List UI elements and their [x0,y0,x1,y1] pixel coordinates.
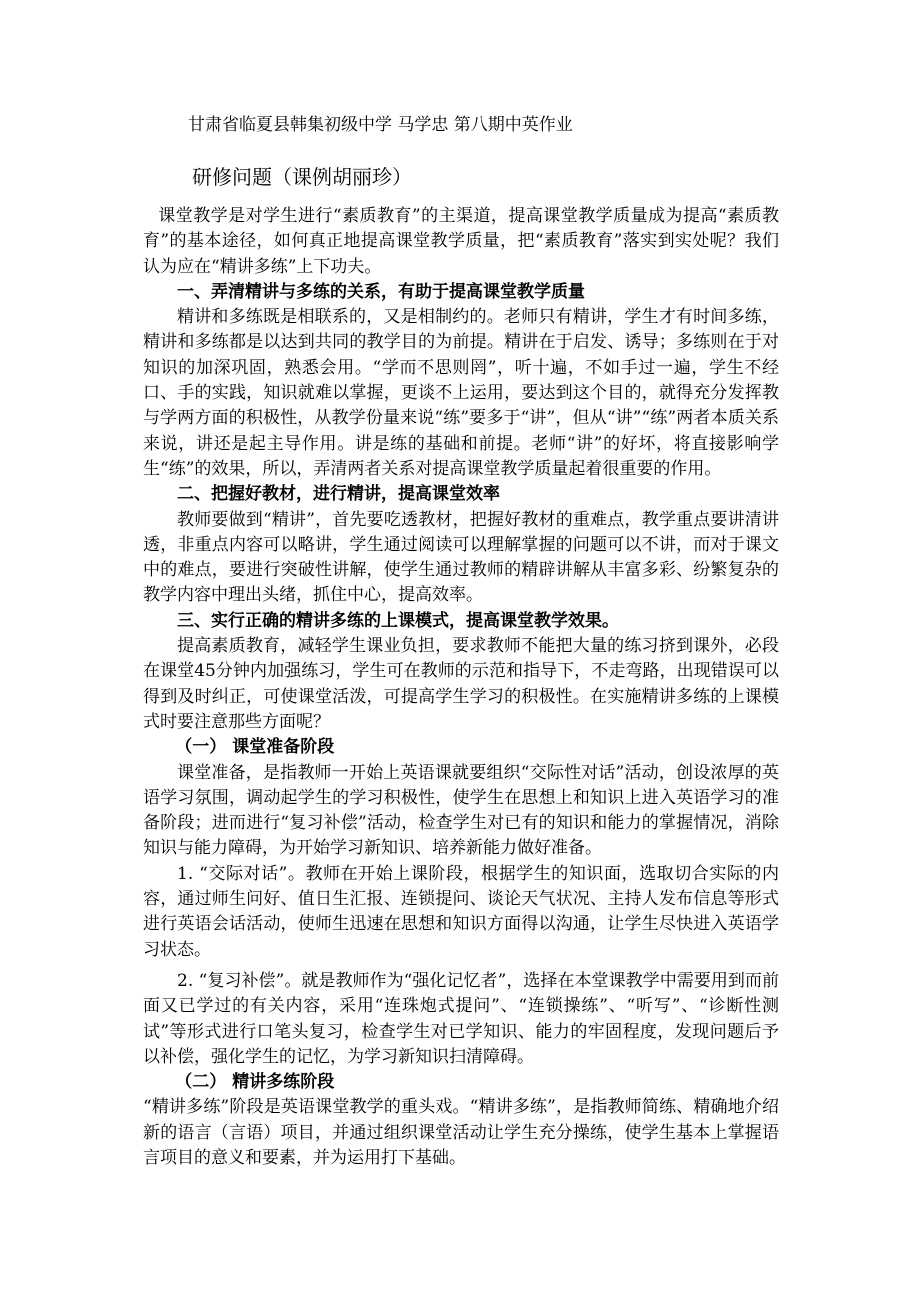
paragraph-5: 1. “交际对话”。教师在开始上课阶段，根据学生的知识面，选取切合实际的内容，通过师生问好、值日生汇报、连锁提问、谈论天气状况、主持人发布信息等形式进行英语会话活动，使师生迅速在思想和知识方面得以沟通，让学生尽快进入英语学习状态。 [143,863,779,960]
paragraph-3: 提高素质教育，减轻学生课业负担，要求教师不能把大量的练习挤到课外，必段在课堂45分钟内加强练习，学生可在教师的示范和指导下，不走弯路，出现错误可以得到及时纠正，可使课堂活泼，可提高学生学习的积极性。在实施精讲多练的上课模式时要注意那些方面呢？ [143,636,779,732]
paragraph-1: 精讲和多练既是相联系的，又是相制约的。老师只有精讲，学生才有时间多练，精讲和多练都是以达到共同的教学目的为前提。精讲在于启发、诱导；多练则在于对知识的加深巩固，熟悉会用。“学而不思则罔”，听十遍，不如手过一遍，学生不经口、手的实践，知识就难以掌握，更谈不上运用，要达到这个目的，就得充分发挥教与学两方面的积极性，从教学份量来说“练”要多于“讲”，但从“讲”“练”两者本质关系来说，讲还是起主导作用。讲是练的基础和前提。老师“讲”的好坏，将直接影响学生“练”的效果，所以，弄清两者关系对提高课堂教学质量起着很重要的作用。 [143,307,779,479]
document-body [143,204,779,1171]
document-header: 甘肃省临夏县韩集初级中学 马学忠 第八期中英作业 [188,115,573,135]
subsection-heading-2: （二） 精讲多练阶段 [175,1072,335,1093]
document-subtitle: 研修问题（课例胡丽珍） [192,165,412,189]
paragraph-4: 课堂准备，是指教师一开始上英语课就要组织“交际性对话”活动，创设浓厚的英语学习氛围，调动起学生的学习积极性，使学生在思想上和知识上进入英语学习的准备阶段；进而进行“复习补偿”活动，检查学生对已有的知识和能力的掌握情况，消除知识与能力障碍，为开始学习新知识、培养新能力做好准备。 [143,762,779,859]
paragraph-2: 教师要做到“精讲”，首先要吃透教材，把握好教材的重难点，教学重点要讲清讲透，非重点内容可以略讲，学生通过阅读可以理解掌握的问题可以不讲，而对于课文中的难点，要进行突破性讲解，使学生通过教师的精辟讲解从丰富多彩、纷繁复杂的教学内容中理出头绪，抓住中心，提高效率。 [143,509,779,606]
section-heading-1: 一、弄清精讲与多练的关系，有助于提高课堂教学质量 [177,281,585,302]
section-heading-3: 三、实行正确的精讲多练的上课模式，提高课堂教学效果。 [177,610,619,631]
section-heading-2: 二、把握好教材，进行精讲，提高课堂效率 [177,484,500,505]
intro-paragraph: 课堂教学是对学生进行“素质教育”的主渠道，提高课堂教学质量成为提高“素质教育”的基本途径，如何真正地提高课堂教学质量，把“素质教育”落实到实处呢？我们认为应在“精讲多练”上下功夫。 [143,206,779,277]
paragraph-7: “精讲多练”阶段是英语课堂教学的重头戏。“精讲多练”，是指教师简练、精确地介绍新的语言（言语）项目，并通过组织课堂活动让学生充分操练，使学生基本上掌握语言项目的意义和要素，并为运用打下基础。 [143,1097,779,1168]
paragraph-6: 2. “复习补偿”。就是教师作为“强化记忆者”，选择在本堂课教学中需要用到而前面又已学过的有关内容，采用“连珠炮式提问”、“连锁操练”、“听写”、“诊断性测试”等形式进行口笔头复习，检查学生对已学知识、能力的牢固程度，发现问题后予以补偿，强化学生的记忆，为学习新知识扫清障碍。 [143,970,779,1067]
subsection-heading-1: （一） 课堂准备阶段 [175,737,335,758]
